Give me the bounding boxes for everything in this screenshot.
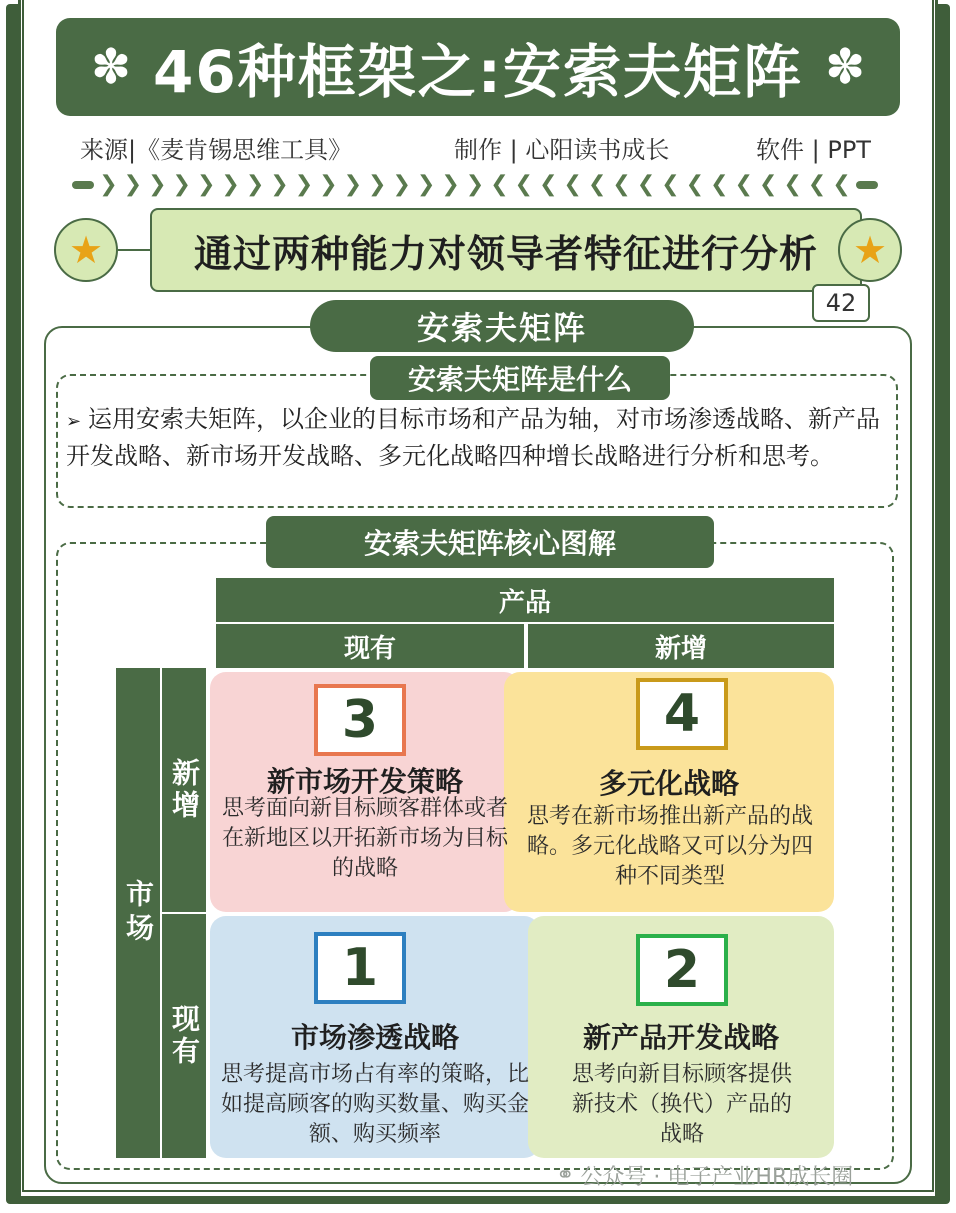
market-new-label: 新增 xyxy=(168,758,201,822)
definition-label: 安索夫矩阵是什么 xyxy=(370,356,670,400)
flower-icon: ✽ xyxy=(824,39,866,95)
market-axis-label: 市场 xyxy=(122,879,155,947)
product-axis-header: 产品 xyxy=(216,578,834,622)
quadrant-title: 多元化战略 xyxy=(598,767,739,800)
chevron-left-icon: ❮ xyxy=(563,172,582,197)
divider-bar xyxy=(72,181,94,189)
star-icon: ★ xyxy=(54,218,118,282)
chevron-left-icon: ❮ xyxy=(807,172,827,197)
watermark xyxy=(556,1160,853,1190)
star-icon: ★ xyxy=(838,218,902,282)
chevron-right-icon: ❯ xyxy=(148,172,167,197)
definition-body: 运用安索夫矩阵，以企业的目标市场和产品为轴，对市场渗透战略、新产品开发战略、新市场开发战略、多元化战略四种增长战略进行分析和思考。 xyxy=(66,405,880,470)
chevron-left-icon: ❮ xyxy=(734,172,754,197)
title-banner xyxy=(56,18,900,116)
chevron-right-icon: ❯ xyxy=(368,172,387,197)
quadrant-title: 新市场开发策略 xyxy=(266,765,463,798)
flower-icon: ✽ xyxy=(90,39,132,95)
quadrant-number: 3 xyxy=(314,684,406,756)
chevron-right-icon: ❯ xyxy=(270,172,289,197)
chevron-right-icon: ❯ xyxy=(465,172,485,197)
chevron-right-icon: ❯ xyxy=(245,172,265,197)
chevron-left-icon: ❮ xyxy=(710,172,729,197)
chevron-left-icon: ❮ xyxy=(539,172,558,197)
chevron-right-icon: ❯ xyxy=(99,172,118,197)
chevron-right-icon: ❯ xyxy=(172,172,191,197)
subtitle-section xyxy=(54,208,902,292)
section-title: 安索夫矩阵 xyxy=(310,300,694,352)
product-existing-header: 现有 xyxy=(216,624,524,668)
chevron-left-icon: ❮ xyxy=(759,172,778,197)
source-text: 来源|《麦肯锡思维工具》 xyxy=(80,136,353,164)
chevron-left-icon: ❮ xyxy=(636,172,656,197)
page-number-badge: 42 xyxy=(812,284,870,322)
connector-line xyxy=(118,249,150,251)
chevron-left-icon: ❮ xyxy=(612,172,631,197)
meta-row xyxy=(80,130,880,164)
page-title: 46种框架之:安索夫矩阵 xyxy=(153,38,803,106)
quadrant-description: 思考在新市场推出新产品的战略。多元化战略又可以分为四种不同类型 xyxy=(526,804,813,889)
quadrant-description: 思考面向新目标顾客群体或者在新地区以开拓新市场为目标的战略 xyxy=(222,796,509,881)
market-existing-label: 现有 xyxy=(168,1004,201,1068)
chevron-left-icon: ❮ xyxy=(832,172,851,197)
chevron-right-icon: ❯ xyxy=(319,172,338,197)
chevron-right-icon: ❯ xyxy=(221,172,240,197)
chevron-left-icon: ❮ xyxy=(661,172,680,197)
chevron-right-icon: ❯ xyxy=(416,172,436,197)
software-text: 软件 | PPT xyxy=(756,136,871,164)
quadrant-title: 新产品开发战略 xyxy=(582,1021,779,1054)
quadrant-title: 市场渗透战略 xyxy=(290,1021,459,1054)
quadrant-description: 思考向新目标顾客提供新技术（换代）产品的战略 xyxy=(571,1062,792,1147)
definition-text xyxy=(66,402,886,473)
chevron-right-icon: ❯ xyxy=(123,172,143,197)
arrow-divider xyxy=(72,172,878,198)
product-new-header: 新增 xyxy=(528,624,834,668)
wechat-icon: ⚭ xyxy=(556,1162,575,1188)
chevron-left-icon: ❮ xyxy=(587,172,607,197)
quadrant-number: 1 xyxy=(314,932,406,1004)
quadrant-number: 2 xyxy=(636,934,728,1006)
chevron-right-icon: ❯ xyxy=(441,172,460,197)
chevron-left-icon: ❮ xyxy=(490,172,509,197)
chevron-left-icon: ❮ xyxy=(514,172,534,197)
market-axis-header xyxy=(116,668,160,1158)
chevron-left-icon: ❮ xyxy=(783,172,802,197)
quadrant-description: 思考提高市场占有率的策略，比如提高顾客的购买数量、购买金额、购买频率 xyxy=(220,1062,529,1147)
divider-bar xyxy=(856,181,878,189)
core-diagram-label: 安索夫矩阵核心图解 xyxy=(266,516,714,568)
chevron-right-icon: ❯ xyxy=(294,172,314,197)
quadrant-number: 4 xyxy=(636,678,728,750)
chevron-right-icon: ❯ xyxy=(343,172,363,197)
market-existing-header xyxy=(162,914,206,1158)
market-new-header xyxy=(162,668,206,912)
chevron-right-icon: ❯ xyxy=(196,172,216,197)
chevron-right-icon: ❯ xyxy=(392,172,411,197)
watermark-text: 公众号 · 电子产业HR成长圈 xyxy=(580,1164,854,1190)
bullet-arrow-icon: ➢ xyxy=(66,411,82,432)
maker-text: 制作 | 心阳读书成长 xyxy=(454,136,670,164)
subtitle-text: 通过两种能力对领导者特征进行分析 xyxy=(150,208,862,292)
chevron-left-icon: ❮ xyxy=(685,172,705,197)
